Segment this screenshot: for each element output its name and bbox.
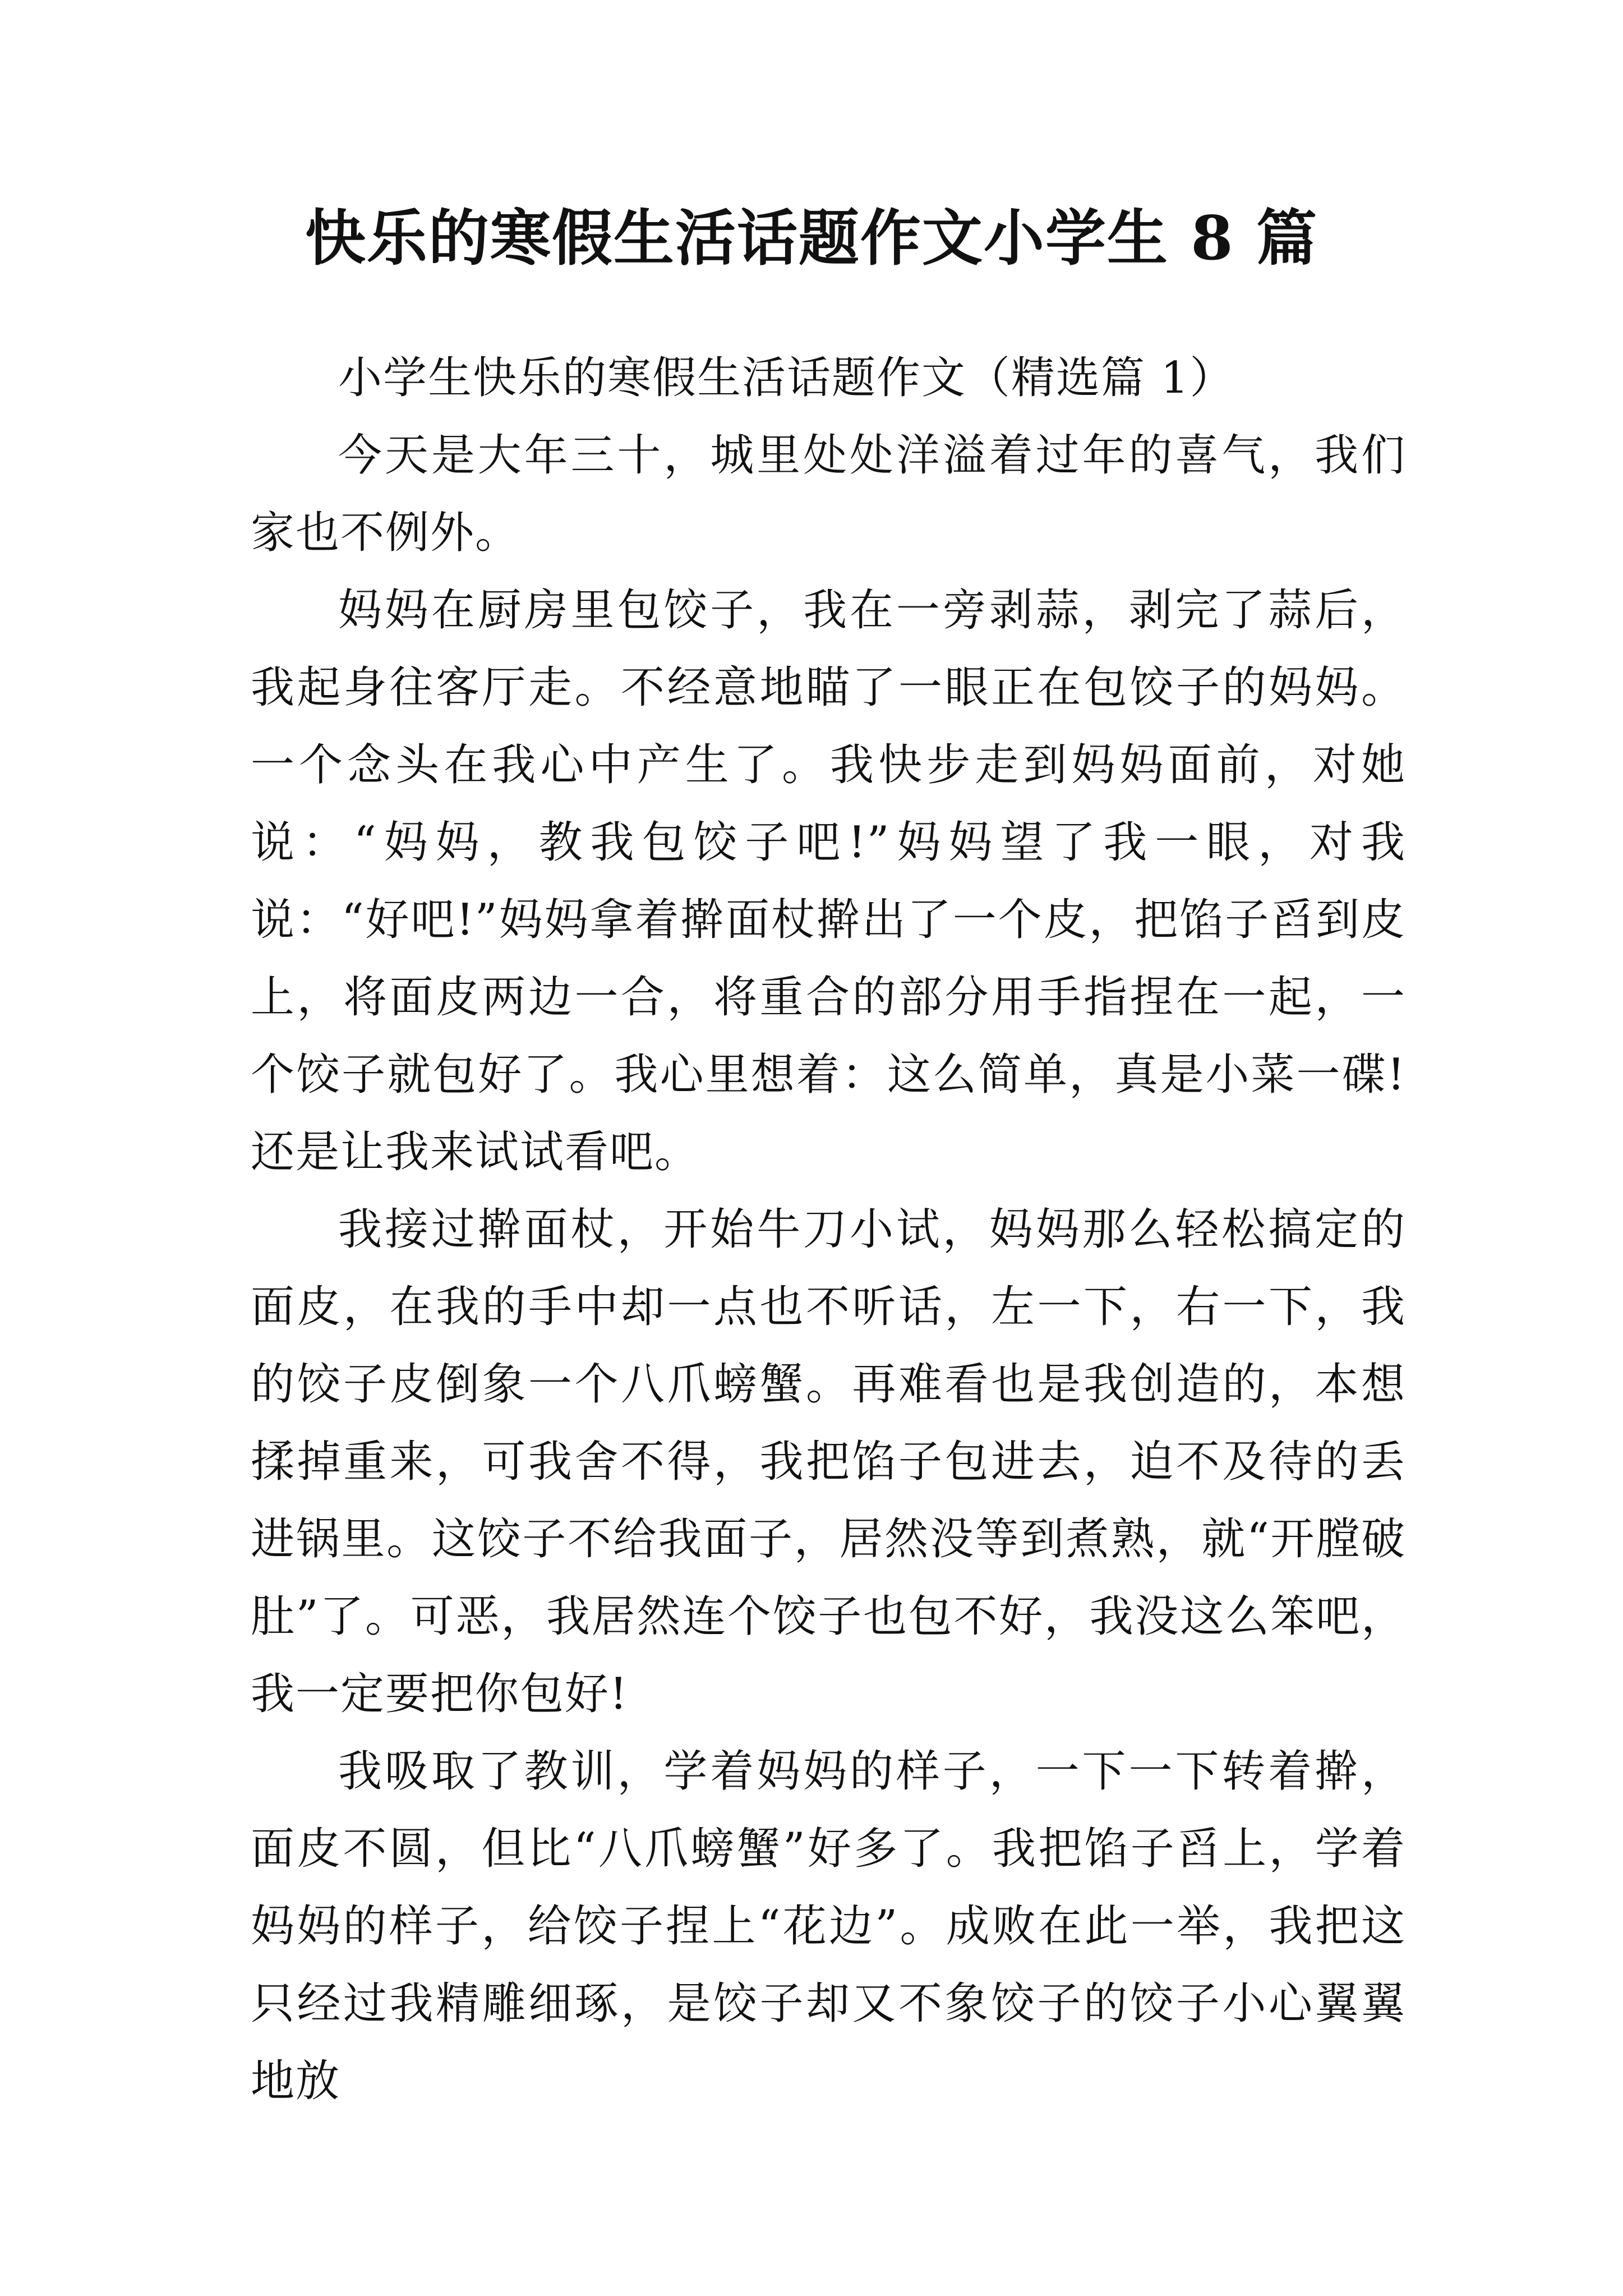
document-body <box>251 339 1406 2120</box>
paragraph: 我吸取了教训，学着妈妈的样子，一下一下转着擀，面皮不圆，但比“八爪螃蟹”好多了。我把馅子舀上，学着妈妈的样子，给饺子捏上“花边”。成败在此一举，我把这只经过我精雕细琢，是饺子却又不象饺子的饺子小心翼翼地放 <box>251 1746 1406 2106</box>
paragraph: 我接过擀面杖，开始牛刀小试，妈妈那么轻松搞定的面皮，在我的手中却一点也不听话，左一下，右一下，我的饺子皮倒象一个八爪螃蟹。再难看也是我创造的，本想揉掉重来，可我舍不得，我把馅子包进去，迫不及待的丢进锅里。这饺子不给我面子，居然没等到煮熟，就“开膛破肚”了。可恶，我居然连个饺子也包不好，我没这么笨吧，我一定要把你包好! <box>251 1204 1406 1719</box>
document-title: 快乐的寒假生活话题作文小学生 8 篇 <box>305 203 1318 274</box>
paragraph: 妈妈在厨房里包饺子，我在一旁剥蒜，剥完了蒜后，我起身往客厅走。不经意地瞄了一眼正在包饺子的妈妈。一个念头在我心中产生了。我快步走到妈妈面前，对她说：“妈妈，教我包饺子吧!”妈妈望了我一眼，对我说：“好吧!”妈妈拿着擀面杖擀出了一个皮，把馅子舀到皮上，将面皮两边一合，将重合的部分用手指捏在一起，一个饺子就包好了。我心里想着：这么简单，真是小菜一碟!还是让我来试试看吧。 <box>251 585 1406 1177</box>
section-heading: 小学生快乐的寒假生活话题作文（精选篇 1） <box>338 353 1235 403</box>
paragraph: 今天是大年三十，城里处处洋溢着过年的喜气，我们家也不例外。 <box>251 430 1406 558</box>
